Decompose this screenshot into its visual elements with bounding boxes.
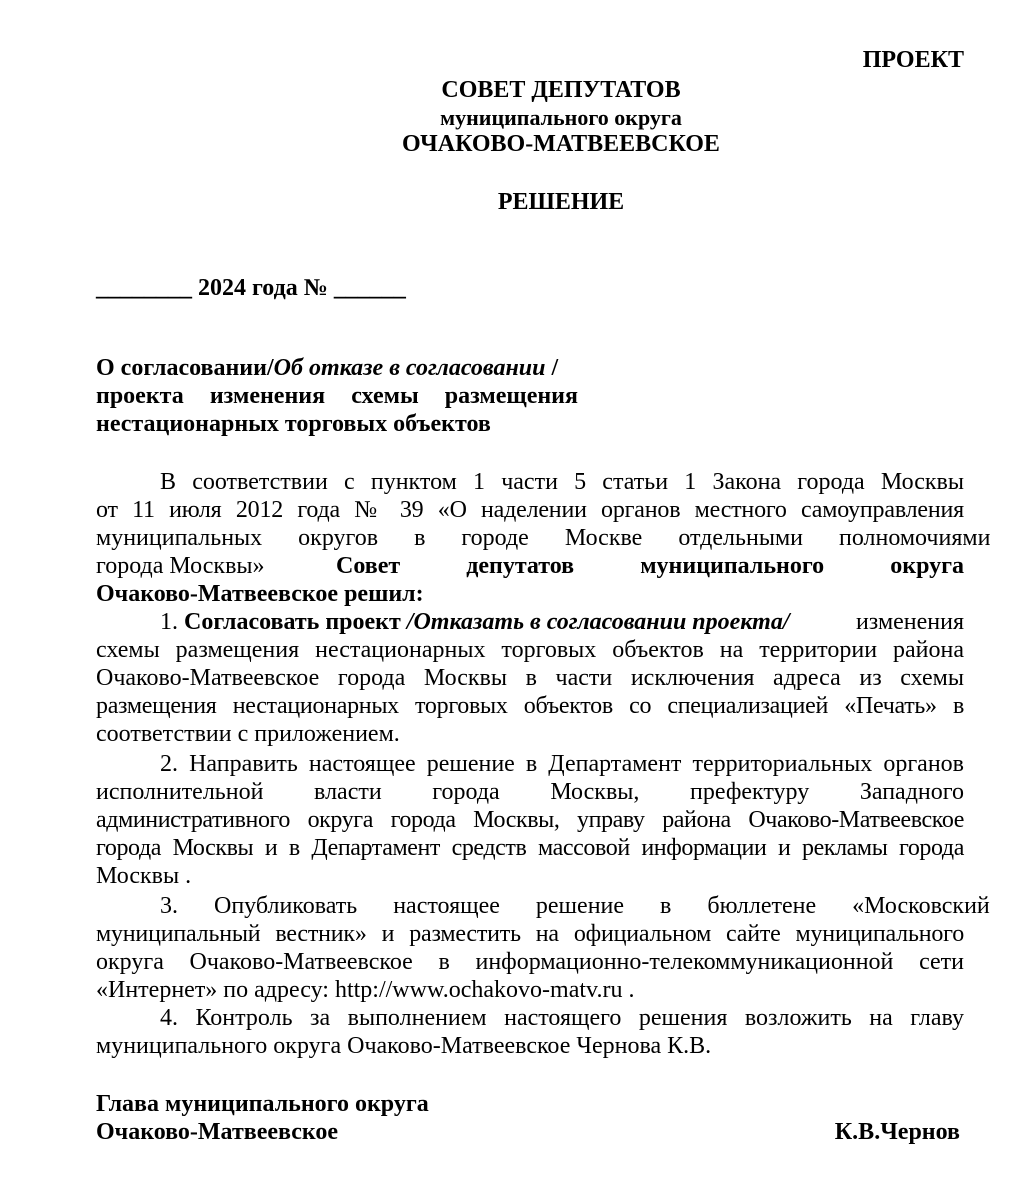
subject-line-2-word: схемы bbox=[351, 383, 419, 409]
p1-line-3: Очаково-Матвеевское города Москвы в части исключения адреса из схемы bbox=[96, 665, 964, 691]
date-number-line: ________ 2024 года № ______ bbox=[96, 275, 406, 301]
p2-line-2: исполнительной власти города Москвы, префектуру Западного bbox=[96, 779, 964, 805]
signature-title-1: Глава муниципального округа bbox=[96, 1091, 429, 1117]
municipal-subtitle: муниципального округа bbox=[440, 105, 682, 130]
p3-line-4: «Интернет» по адресу: http://www.ochakovo-matv.ru . bbox=[96, 977, 635, 1003]
subject-line-2-word: размещения bbox=[444, 383, 578, 409]
intro-line-5: Очаково-Матвеевское решил: bbox=[96, 581, 424, 607]
p4-line-1: 4. Контроль за выполнением настоящего решения возложить на главу bbox=[160, 1005, 964, 1031]
subject-slash: / bbox=[545, 355, 559, 381]
p1-line-1: 1. Согласовать проект /Отказать в согласовании проекта/ изменения bbox=[160, 609, 964, 635]
p1-line-2: схемы размещения нестационарных торговых объектов на территории района bbox=[96, 637, 964, 663]
subject-approve: О согласовании/ bbox=[96, 355, 274, 381]
p1-line-4: размещения нестационарных торговых объектов со специализацией «Печать» в bbox=[96, 693, 964, 719]
decision-subject bbox=[96, 354, 578, 438]
intro-line-2: от 11 июля 2012 года № 39 «О наделении органов местного самоуправления bbox=[96, 497, 964, 523]
p4-line-2: муниципального округа Очаково-Матвеевское Чернова К.В. bbox=[96, 1033, 712, 1059]
p2-line-3: административного округа города Москвы, управу района Очаково-Матвеевское bbox=[96, 807, 964, 833]
p2-line-5: Москвы . bbox=[96, 863, 192, 889]
p3-line-2: муниципальный вестник» и разместить на официальном сайте муниципального bbox=[96, 921, 964, 947]
subject-line-1 bbox=[96, 354, 578, 382]
intro-line-3: муниципальных округов в городе Москве отдельными полномочиями bbox=[96, 525, 991, 551]
district-title: ОЧАКОВО-МАТВЕЕВСКОЕ bbox=[402, 131, 720, 157]
p3-line-1: 3. Опубликовать настоящее решение в бюллетене «Московский bbox=[160, 893, 990, 919]
subject-line-3: нестационарных торговых объектов bbox=[96, 411, 491, 437]
council-title: СОВЕТ ДЕПУТАТОВ bbox=[441, 77, 681, 103]
signature-title-2: Очаково-Матвеевское bbox=[96, 1119, 339, 1145]
subject-line-2-word: изменения bbox=[209, 383, 326, 409]
intro-line-1: В соответствии с пунктом 1 части 5 статьи 1 Закона города Москвы bbox=[160, 469, 964, 495]
p2-line-4: города Москвы и в Департамент средств массовой информации и рекламы города bbox=[96, 835, 964, 861]
subject-line-2 bbox=[96, 382, 578, 410]
intro-line-4: города Москвы» Совет депутатов муниципального округа bbox=[96, 553, 964, 579]
p3-line-3: округа Очаково-Матвеевское в информационно-телекоммуникационной сети bbox=[96, 949, 964, 975]
project-label: ПРОЕКТ bbox=[862, 47, 964, 73]
subject-line-2-word: проекта bbox=[96, 383, 184, 409]
p1-line-5: соответствии с приложением. bbox=[96, 721, 400, 747]
subject-refuse: Об отказе в согласовании bbox=[273, 355, 546, 381]
decision-title: РЕШЕНИЕ bbox=[497, 189, 625, 215]
p2-line-1: 2. Направить настоящее решение в Департамент территориальных органов bbox=[160, 751, 964, 777]
signature-name: К.В.Чернов bbox=[834, 1119, 960, 1145]
